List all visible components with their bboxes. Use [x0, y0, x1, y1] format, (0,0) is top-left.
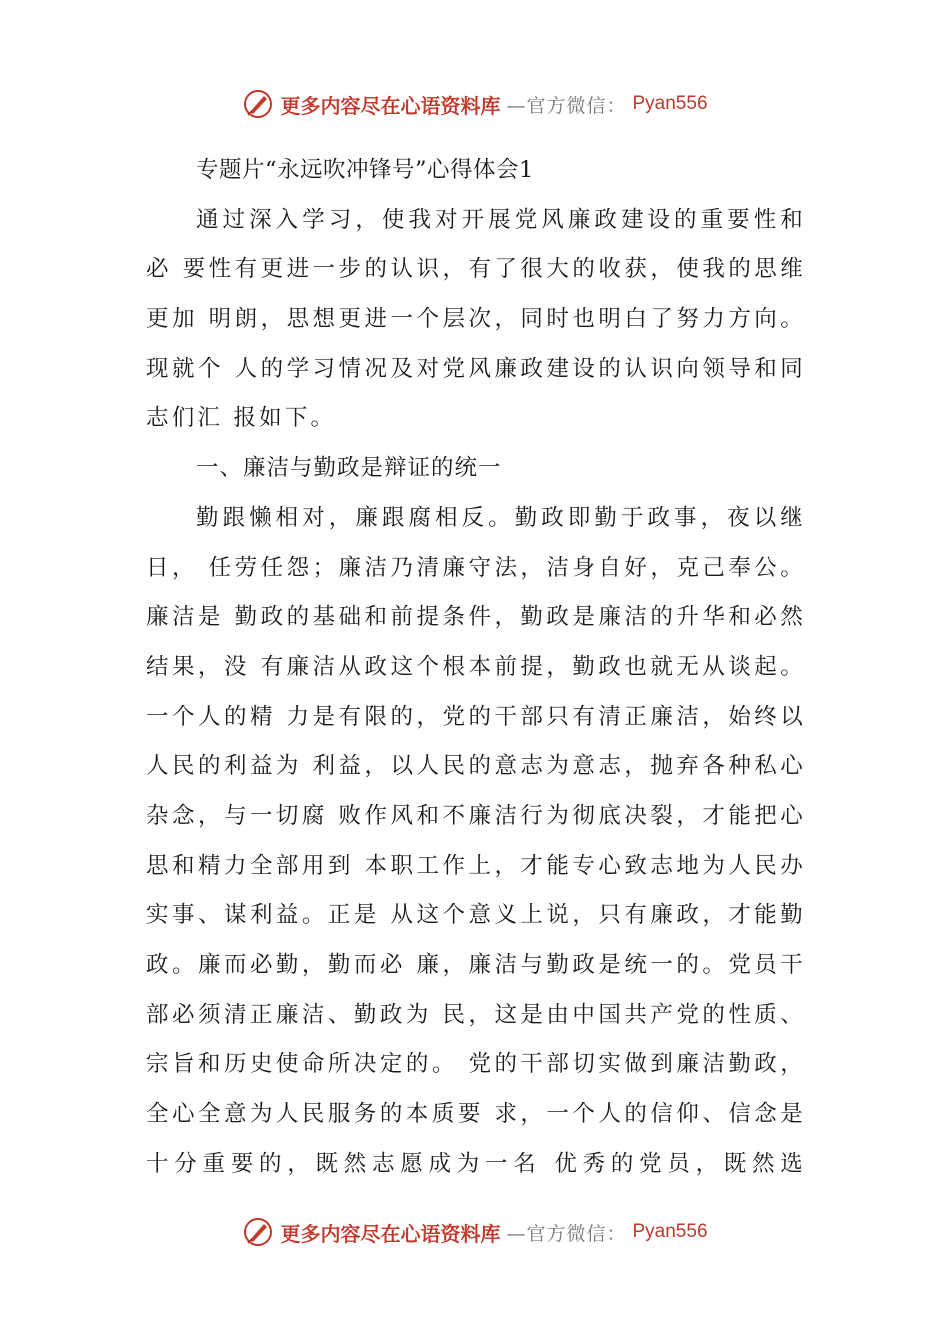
- banner-wechat-id: Pyan556: [632, 93, 708, 114]
- paragraph-line: 十分重要的，既然志愿成为一名 优秀的党员，既然选: [146, 1150, 806, 1177]
- paragraph-line: 实事、谋利益。正是 从这个意义上说，只有廉政，才能勤: [146, 902, 806, 929]
- paragraph-line: 思和精力全部用到 本职工作上，才能专心致志地为人民办: [146, 852, 806, 879]
- paragraph-line: 现就个 人的学习情况及对党风廉政建设的认识向领导和同: [146, 355, 806, 382]
- paragraph-line: 宗旨和历史使命所决定的。 党的干部切实做到廉洁勤政，: [146, 1051, 806, 1078]
- paragraph-line: 通过深入学习，使我对开展党风廉政建设的重要性和: [196, 206, 806, 233]
- paragraph-line: 杂念，与一切腐 败作风和不廉洁行为彻底决裂，才能把心: [146, 802, 806, 829]
- paragraph-line: 人民的利益为 利益，以人民的意志为意志，抛弃各种私心: [146, 753, 806, 780]
- paragraph-line: 更加 明朗，思想更进一个层次，同时也明白了努力方向。: [146, 306, 806, 333]
- paragraph-line: 一个人的精 力是有限的，党的干部只有清正廉洁，始终以: [146, 703, 806, 730]
- paragraph-line: 日， 任劳任怨；廉洁乃清廉守法，洁身自好，克己奉公。: [146, 554, 806, 581]
- section-heading: 一、廉洁与勤政是辩证的统一: [196, 455, 502, 482]
- paragraph-line: 全心全意为人民服务的本质要 求，一个人的信仰、信念是: [146, 1101, 806, 1128]
- paragraph-line: 部必须清正廉洁、勤政为 民，这是由中国共产党的性质、: [146, 1001, 806, 1028]
- banner-wechat-label: —官方微信：: [506, 1222, 627, 1245]
- header-watermark-banner: [0, 84, 950, 124]
- document-body: [146, 146, 806, 1189]
- banner-brand-text: 更多内容尽在心语资料库: [280, 1221, 501, 1246]
- paragraph-line: 志们汇 报如下。: [146, 405, 337, 432]
- footer-watermark-banner: [0, 1212, 950, 1252]
- paragraph-line: 政。廉而必勤，勤而必 廉，廉洁与勤政是统一的。党员干: [146, 952, 806, 978]
- banner-wechat-id: Pyan556: [632, 1221, 708, 1242]
- paragraph-line: 必 要性有更进一步的认识，有了很大的收获，使我的思维: [146, 256, 806, 283]
- banner-brand-text: 更多内容尽在心语资料库: [280, 93, 501, 118]
- paragraph-line: 结果，没 有廉洁从政这个根本前提，勤政也就无从谈起。: [146, 653, 806, 680]
- paragraph-line: 廉洁是 勤政的基础和前提条件，勤政是廉洁的升华和必然: [146, 604, 806, 631]
- quill-logo-icon: [242, 88, 274, 120]
- document-title: 专题片“永远吹冲锋号”心得体会1: [196, 157, 534, 183]
- quill-logo-icon: [242, 1216, 274, 1248]
- paragraph-line: 勤跟懒相对，廉跟腐相反。勤政即勤于政事，夜以继: [196, 504, 806, 531]
- banner-wechat-label: —官方微信：: [506, 94, 627, 117]
